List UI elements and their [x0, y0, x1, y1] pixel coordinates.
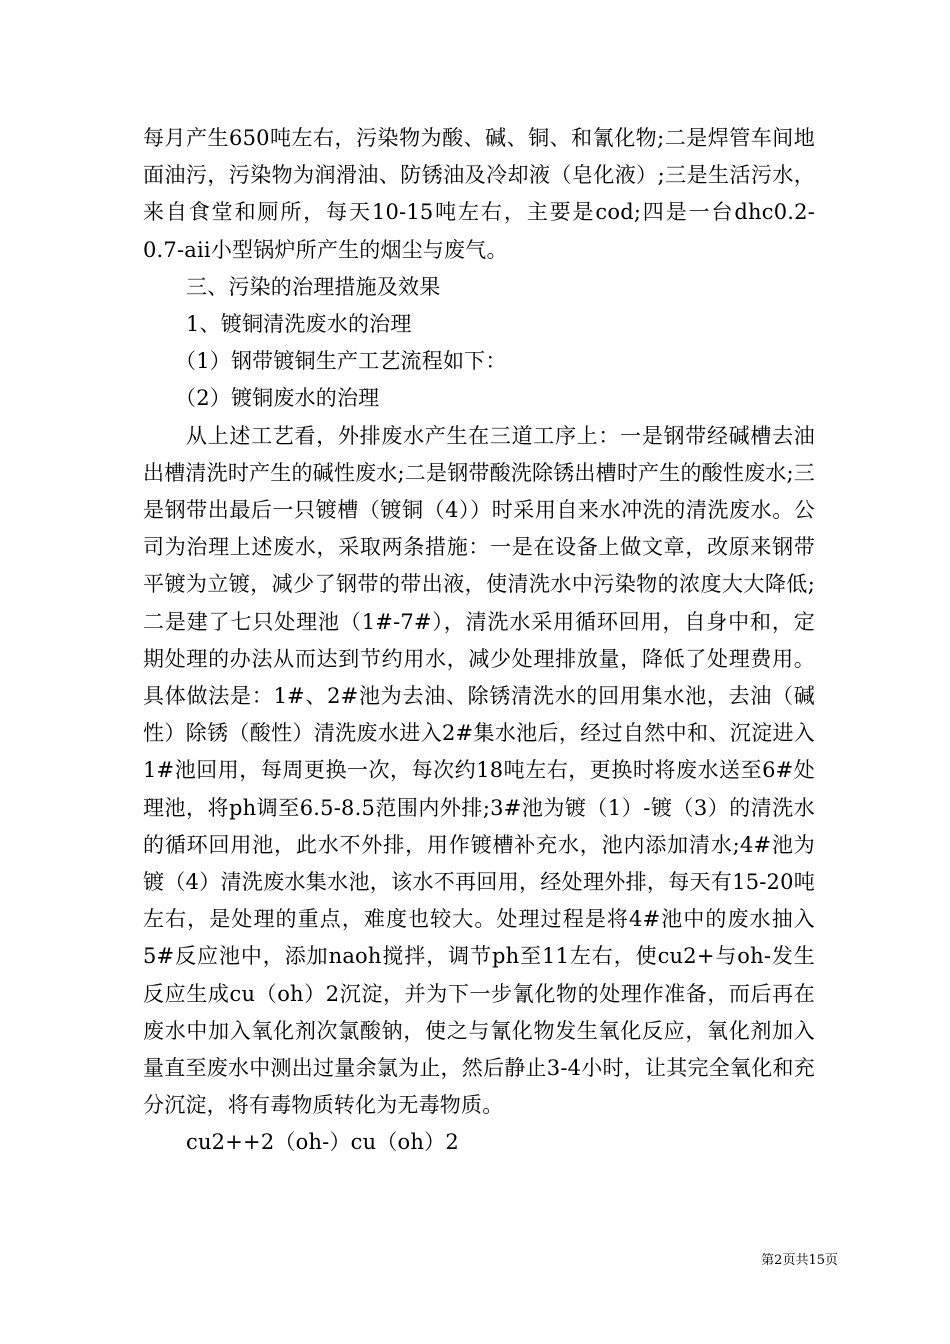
item-heading-1: （1）钢带镀铜生产工艺流程如下：	[175, 349, 507, 374]
page-number: 第2页共15页	[761, 1253, 838, 1268]
chemical-equation: cu2++2（oh-）cu（oh）2	[186, 1130, 459, 1155]
paragraph-continuation: 每月产生650吨左右，污染物为酸、碱、铜、和氰化物;二是焊管车间地面油污，污染物为润滑油、防锈油及冷却液（皂化液）;三是生活污水，来自食堂和厕所，每天10-15吨左右，主要是cod;四是一台dhc0.2-0.7-aii小型锅炉所产生的烟尘与废气。	[143, 126, 815, 262]
document-body	[143, 120, 815, 1162]
item-heading-2: （2）镀铜废水的治理	[175, 386, 380, 411]
section-heading: 三、污染的治理措施及效果	[186, 274, 441, 299]
paragraph-treatment: 从上述工艺看，外排废水产生在三道工序上：一是钢带经碱槽去油出槽清洗时产生的碱性废水;二是钢带酸洗除锈出槽时产生的酸性废水;三是钢带出最后一只镀槽（镀铜（4））时采用自来水冲洗的清洗废水。公司为治理上述废水，采取两条措施：一是在设备上做文章，改原来钢带平镀为立镀，减少了钢带的带出液，使清洗水中污染物的浓度大大降低;二是建了七只处理池（1#-7#），清洗水采用循环回用，自身中和，定期处理的办法从而达到节约用水，减少处理排放量，降低了处理费用。具体做法是：1#、2#池为去油、除锈清洗水的回用集水池，去油（碱性）除锈（酸性）清洗废水进入2#集水池后，经过自然中和、沉淀进入1#池回用，每周更换一次，每次约18吨左右，更换时将废水送至6#处理池，将ph调至6.5-8.5范围内外排;3#池为镀（1）-镀（3）的清洗水的循环回用池，此水不外排，用作镀槽补充水，池内添加清水;4#池为镀（4）清洗废水集水池，该水不再回用，经处理外排，每天有15-20吨左右，是处理的重点，难度也较大。处理过程是将4#池中的废水抽入5#反应池中，添加naoh搅拌，调节ph至11左右，使cu2+与oh-发生反应生成cu（oh）2沉淀，并为下一步氰化物的处理作准备，而后再在废水中加入氧化剂次氯酸钠，使之与氰化物发生氧化反应，氧化剂加入量直至废水中测出过量余氯为止，然后静止3-4小时，让其完全氧化和充分沉淀，将有毒物质转化为无毒物质。	[143, 423, 815, 1118]
subsection-heading: 1、镀铜清洗废水的治理	[186, 312, 412, 337]
